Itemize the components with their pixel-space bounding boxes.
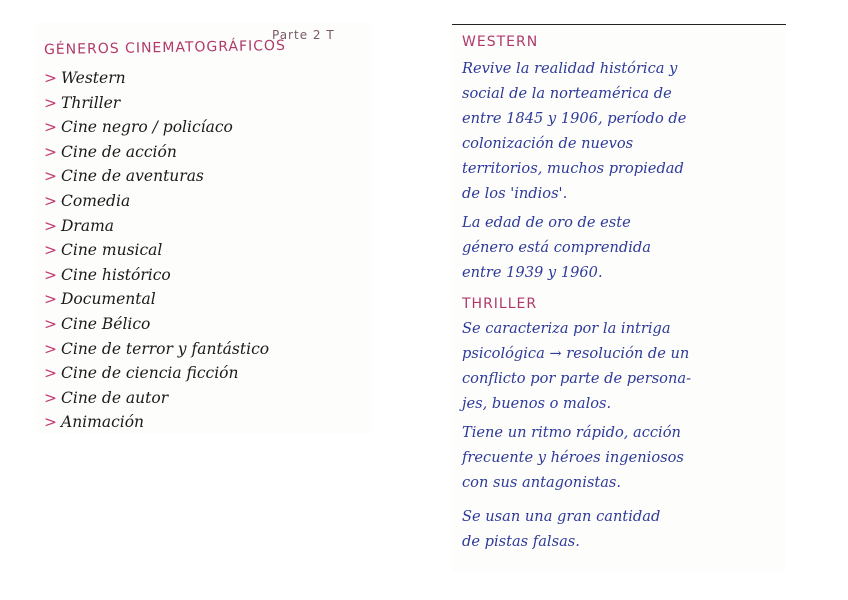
list-item	[44, 115, 269, 140]
genre-label: Cine de acción	[61, 142, 177, 161]
part-label: Parte 2 T	[272, 28, 335, 42]
arrow-marker-icon: >	[44, 339, 57, 358]
list-item	[44, 189, 269, 214]
western-heading: WESTERN	[462, 34, 539, 50]
list-item	[44, 361, 269, 386]
text-line: Se caracteriza por la intriga	[462, 320, 671, 337]
text-line: entre 1939 y 1960.	[462, 264, 603, 281]
genre-label: Documental	[61, 290, 156, 309]
list-item	[44, 140, 269, 165]
genre-label: Cine de aventuras	[61, 167, 204, 186]
list-item	[44, 164, 269, 189]
genre-label: Cine de terror y fantástico	[61, 339, 270, 358]
genre-label: Cine de autor	[61, 388, 169, 407]
arrow-marker-icon: >	[44, 388, 57, 407]
arrow-marker-icon: >	[44, 413, 57, 432]
text-line: frecuente y héroes ingeniosos	[462, 449, 684, 466]
genre-label: Cine musical	[61, 241, 163, 260]
page-title: GÉNEROS CINEMATOGRÁFICOS	[43, 37, 287, 59]
arrow-marker-icon: >	[44, 69, 57, 87]
genre-list	[44, 66, 269, 435]
arrow-marker-icon: >	[44, 93, 57, 112]
text-line: jes, buenos o malos.	[462, 395, 612, 412]
text-line: entre 1845 y 1906, período de	[462, 110, 687, 127]
arrow-marker-icon: >	[44, 290, 57, 309]
arrow-marker-icon: >	[44, 142, 57, 161]
thriller-paragraph-1	[462, 316, 691, 416]
text-line: colonización de nuevos	[462, 135, 634, 152]
text-line: de los 'indios'.	[462, 185, 568, 202]
arrow-marker-icon: >	[44, 118, 57, 137]
genre-label: Animación	[61, 413, 145, 432]
genre-label: Cine de ciencia ficción	[61, 364, 239, 383]
genre-label: Cine Bélico	[61, 314, 151, 333]
list-item	[44, 238, 269, 263]
text-line: con sus antagonistas.	[462, 474, 622, 491]
list-item	[44, 91, 269, 116]
thriller-paragraph-3	[462, 504, 660, 554]
text-line: social de la norteamérica de	[462, 85, 672, 102]
arrow-marker-icon: >	[44, 241, 57, 260]
text-line: psicológica → resolución de un	[462, 345, 690, 362]
list-item	[44, 337, 269, 362]
arrow-marker-icon: >	[44, 191, 57, 210]
text-line: Revive la realidad histórica y	[462, 60, 678, 77]
text-line: La edad de oro de este	[462, 214, 631, 231]
arrow-marker-icon: >	[44, 364, 57, 383]
text-line: género está comprendida	[462, 239, 651, 256]
genre-label: Cine histórico	[61, 265, 171, 284]
text-line: Se usan una gran cantidad	[462, 508, 661, 525]
thriller-heading: THRILLER	[462, 296, 538, 312]
genre-label: Thriller	[61, 93, 121, 112]
arrow-marker-icon: >	[44, 216, 57, 235]
genre-label: Western	[61, 69, 126, 87]
genre-label: Cine negro / policíaco	[61, 118, 233, 137]
western-paragraph-2	[462, 210, 651, 285]
list-item	[44, 312, 269, 337]
text-line: territorios, muchos propiedad	[462, 160, 684, 177]
western-paragraph-1	[462, 56, 686, 206]
list-item	[44, 386, 269, 411]
list-item	[44, 263, 269, 288]
text-line: Tiene un ritmo rápido, acción	[462, 424, 681, 441]
arrow-marker-icon: >	[44, 167, 57, 186]
arrow-marker-icon: >	[44, 265, 57, 284]
genre-label: Comedia	[61, 191, 131, 210]
genre-label: Drama	[61, 216, 115, 235]
list-item	[44, 214, 269, 239]
list-item	[44, 66, 269, 91]
arrow-marker-icon: >	[44, 314, 57, 333]
thriller-paragraph-2	[462, 420, 684, 495]
list-item	[44, 287, 269, 312]
text-line: de pistas falsas.	[462, 533, 580, 550]
list-item	[44, 410, 269, 435]
text-line: conflicto por parte de persona-	[462, 370, 692, 387]
